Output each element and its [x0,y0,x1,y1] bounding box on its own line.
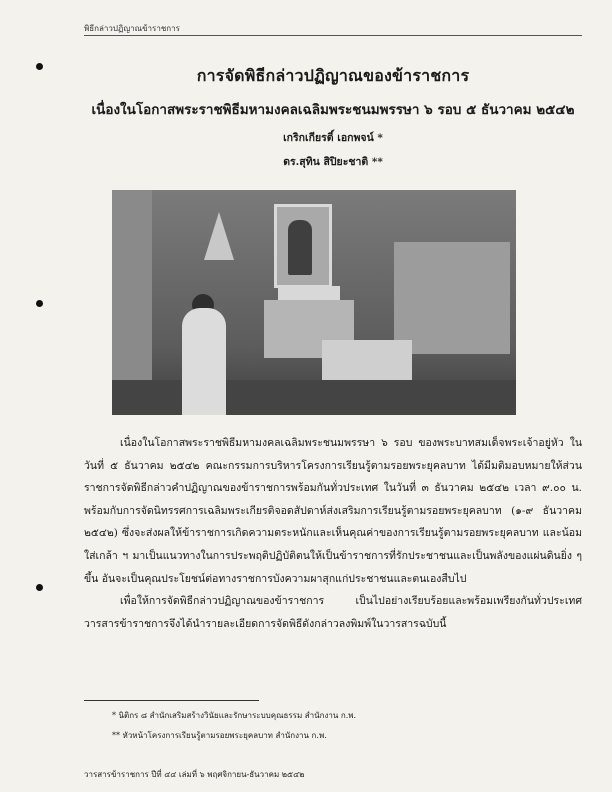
footnote-rule [84,700,259,701]
footnote: ** หัวหน้าโครงการเรียนรู้ตามรอยพระยุคลบาท สำนักงาน ก.พ. [112,731,327,740]
article-title: การจัดพิธีกล่าวปฏิญาณของข้าราชการ [196,66,470,85]
body-paragraph: เนื่องในโอกาสพระราชพิธีมหามงคลเฉลิมพระชนมพรรษา ๖ รอบ ของพระบาทสมเด็จพระเจ้าอยู่หัว ในวันที่ ๕ ธันวาคม ๒๕๔๒ คณะกรรมการบริหารโครงการเรียนรู้ตามรอยพระยุคลบาท ได้มีมติมอบหมายให้ส่วนราชการจัดพิธีกล่าวคำปฏิญาณของข้าราชการพร้อมกันทั่วประเทศ ในวันที่ ๓ ธันวาคม ๒๕๔๒ เวลา ๙.๐๐ น. พร้อมกับการจัดนิทรรศการเฉลิมพระเกียรติจอดสัปดาห์ส่งเสริมการเรียนรู้ตามรอยพระยุคลบาท (๑-๙ ธันวาคม ๒๕๔๒) ซึ่งจะส่งผลให้ข้าราชการเกิดความตระหนักและเห็นคุณค่าของการเรียนรู้ตามรอยพระยุคลบาท และน้อมใส่เกล้า ฯ มาเป็นแนวทางในการประพฤติปฏิบัติตนให้เป็นข้าราชการที่รักประชาชนและเป็นพลังของแผ่นดินยิ่ง ๆ ขึ้น อันจะเป็นคุณประโยชน์ต่อทางราชการบังความผาสุกแก่ประชาชนและตนเองสืบไป [84,437,582,585]
body-paragraph: เพื่อให้การจัดพิธีกล่าวปฏิญาณของข้าราชการ เป็นไปอย่างเรียบร้อยและพร้อมเพรียงกันทั่วประเทศ วารสารข้าราชการจึงได้นำรายละเอียดการจัดพิธีดังกล่าวลงพิมพ์ในวารสารฉบับนี้ [84,595,582,630]
running-header: พิธีกล่าวปฏิญาณข้าราชการ [84,24,180,33]
photo-floor [112,380,516,415]
punch-hole-icon [36,584,43,591]
footnote: * นิติกร ๘ สำนักเสริมสร้างวินัยและรักษาระบบคุณธรรม สำนักงาน ก.พ. [112,711,357,720]
punch-hole-icon [36,63,43,70]
photo-portrait-figure [288,220,312,275]
article-subtitle: เนื่องในโอกาสพระราชพิธีมหามงคลเฉลิมพระชนมพรรษา ๖ รอบ ๕ ธันวาคม ๒๕๔๒ [91,102,575,118]
author-name: ดร.สุทิน สิปิยะชาติ ** [283,156,383,168]
running-footer: วารสารข้าราชการ ปีที่ ๔๔ เล่มที่ ๖ พฤศจิกายน-ธันวาคม ๒๕๔๒ [84,770,305,779]
ceremony-photo [112,190,516,415]
photo-table [322,340,412,380]
photo-projection-screen [394,242,510,354]
header-rule [84,35,582,36]
punch-hole-icon [36,300,43,307]
photo-person [182,308,226,415]
author-name: เกริกเกียรติ์ เอกพจน์ * [283,132,383,144]
article-body [84,432,582,635]
